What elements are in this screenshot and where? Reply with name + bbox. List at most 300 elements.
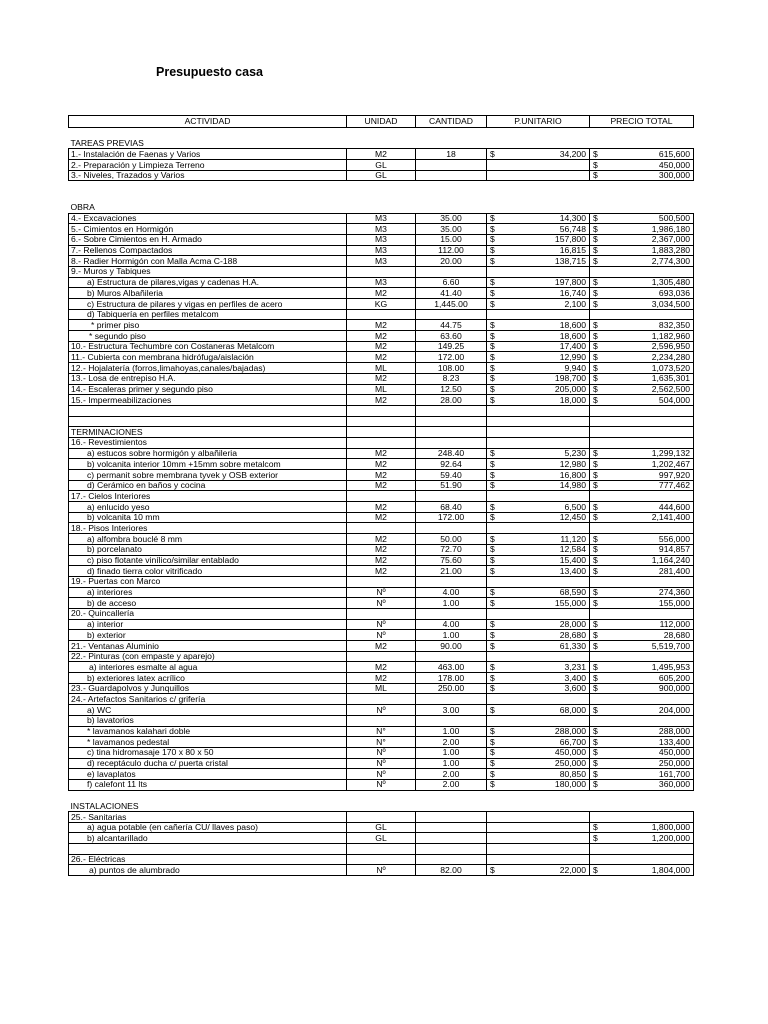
table-row [69, 598, 694, 609]
currency-symbol: $ [593, 480, 598, 491]
cell-precio-total [590, 149, 694, 160]
cell-unidad [347, 812, 416, 823]
cell-unidad [347, 405, 416, 416]
cell-p-unitario [487, 641, 590, 652]
cell-unidad: M2 [347, 448, 416, 459]
table-row [69, 758, 694, 769]
unit-price-value: 15,400 [559, 555, 586, 566]
cell-p-unitario [487, 822, 590, 833]
cell-p-unitario [487, 705, 590, 716]
cell-cantidad: 41.40 [416, 288, 487, 299]
table-row [69, 363, 694, 374]
cell-unidad [347, 608, 416, 619]
unit-price-value: 288,000 [554, 726, 586, 737]
table-row [69, 448, 694, 459]
total-price-value: 900,000 [658, 683, 690, 694]
cell-cantidad: 1.00 [416, 747, 487, 758]
empty-cell [487, 192, 590, 203]
table-row [69, 331, 694, 342]
cell-cantidad [416, 405, 487, 416]
currency-symbol: $ [490, 704, 495, 715]
cell-actividad: TAREAS PREVIAS [69, 138, 347, 149]
unit-price-value: 68,590 [559, 587, 586, 598]
cell-actividad: 21.- Ventanas Aluminio [69, 641, 347, 652]
total-price-value: 28,680 [663, 629, 690, 640]
cell-unidad [347, 309, 416, 320]
cell-actividad: OBRA [69, 202, 347, 213]
cell-precio-total [590, 758, 694, 769]
total-price-value: 2,774,300 [651, 255, 690, 266]
table-row [69, 309, 694, 320]
cell-precio-total [590, 576, 694, 587]
table-row [69, 341, 694, 352]
currency-symbol: $ [593, 533, 598, 544]
cell-unidad: M2 [347, 673, 416, 684]
currency-symbol: $ [490, 458, 495, 469]
cell-precio-total [590, 309, 694, 320]
currency-symbol: $ [490, 587, 495, 598]
cell-precio-total [590, 619, 694, 630]
cell-cantidad [416, 694, 487, 705]
cell-precio-total [590, 865, 694, 876]
cell-actividad: * lavamanos pedestal [69, 737, 347, 748]
unit-price-value: 3,600 [564, 683, 586, 694]
total-price-value: 1,073,520 [651, 362, 690, 373]
table-row [69, 566, 694, 577]
cell-p-unitario [487, 737, 590, 748]
currency-symbol: $ [593, 384, 598, 395]
currency-symbol: $ [490, 747, 495, 758]
unit-price-value: 66,700 [559, 736, 586, 747]
spacer-row [69, 181, 694, 192]
cell-p-unitario [487, 288, 590, 299]
unit-price-value: 61,330 [559, 640, 586, 651]
table-row [69, 769, 694, 780]
total-price-value: 2,596,950 [651, 341, 690, 352]
cell-precio-total [590, 641, 694, 652]
total-price-value: 1,164,240 [651, 555, 690, 566]
cell-p-unitario [487, 384, 590, 395]
cell-actividad: a) interiores esmalte al agua [69, 662, 347, 673]
cell-cantidad [416, 523, 487, 534]
table-row [69, 715, 694, 726]
cell-p-unitario [487, 534, 590, 545]
cell-cantidad [416, 608, 487, 619]
cell-precio-total [590, 844, 694, 855]
empty-cell [590, 202, 694, 213]
cell-precio-total [590, 480, 694, 491]
cell-actividad: 15.- Impermeabilizaciones [69, 395, 347, 406]
cell-precio-total [590, 737, 694, 748]
cell-cantidad: 92.64 [416, 459, 487, 470]
currency-symbol: $ [593, 469, 598, 480]
cell-cantidad [416, 160, 487, 171]
currency-symbol: $ [593, 373, 598, 384]
table-row [69, 427, 694, 438]
cell-unidad [347, 715, 416, 726]
cell-unidad: M3 [347, 245, 416, 256]
empty-cell [416, 192, 487, 203]
currency-symbol: $ [490, 736, 495, 747]
cell-cantidad: 21.00 [416, 566, 487, 577]
currency-symbol: $ [490, 384, 495, 395]
table-row [69, 256, 694, 267]
currency-symbol: $ [593, 287, 598, 298]
cell-actividad: INSTALACIONES [69, 801, 347, 812]
cell-p-unitario [487, 523, 590, 534]
cell-p-unitario [487, 256, 590, 267]
cell-p-unitario [487, 363, 590, 374]
cell-p-unitario [487, 437, 590, 448]
table-row [69, 865, 694, 876]
cell-unidad: Nº [347, 705, 416, 716]
total-price-value: 1,202,467 [651, 458, 690, 469]
cell-cantidad: 20.00 [416, 256, 487, 267]
cell-precio-total [590, 662, 694, 673]
total-price-value: 1,800,000 [651, 822, 690, 833]
cell-actividad: b) volcanita interior 10mm +15mm sobre metalcom [69, 459, 347, 470]
currency-symbol: $ [593, 661, 598, 672]
cell-precio-total [590, 779, 694, 790]
cell-precio-total [590, 373, 694, 384]
cell-precio-total [590, 213, 694, 224]
table-row [69, 854, 694, 865]
cell-p-unitario [487, 812, 590, 823]
cell-actividad: 13.- Losa de entrepiso H.A. [69, 373, 347, 384]
unit-price-value: 12,980 [559, 458, 586, 469]
total-price-value: 1,804,000 [651, 864, 690, 875]
cell-precio-total [590, 544, 694, 555]
currency-symbol: $ [593, 148, 598, 159]
currency-symbol: $ [593, 362, 598, 373]
cell-precio-total [590, 833, 694, 844]
cell-unidad: M2 [347, 512, 416, 523]
table-row [69, 662, 694, 673]
table-row [69, 299, 694, 310]
cell-p-unitario [487, 170, 590, 181]
cell-p-unitario [487, 769, 590, 780]
unit-price-value: 197,800 [554, 277, 586, 288]
currency-symbol: $ [593, 319, 598, 330]
cell-cantidad [416, 822, 487, 833]
table-row [69, 779, 694, 790]
total-price-value: 500,500 [658, 213, 690, 224]
cell-unidad [347, 266, 416, 277]
cell-actividad: a) WC [69, 705, 347, 716]
currency-symbol: $ [593, 341, 598, 352]
cell-unidad: KG [347, 299, 416, 310]
table-row [69, 630, 694, 641]
cell-actividad: a) estucos sobre hormigón y albañileria [69, 448, 347, 459]
cell-p-unitario [487, 395, 590, 406]
total-price-value: 1,883,280 [651, 245, 690, 256]
table-row [69, 384, 694, 395]
cell-actividad: 19.- Puertas con Marco [69, 576, 347, 587]
table-row [69, 673, 694, 684]
unit-price-value: 34,200 [559, 148, 586, 159]
currency-symbol: $ [490, 255, 495, 266]
cell-p-unitario [487, 459, 590, 470]
cell-p-unitario [487, 405, 590, 416]
cell-unidad: Nº [347, 598, 416, 609]
cell-cantidad: 172.00 [416, 512, 487, 523]
cell-actividad: b) alcantarillado [69, 833, 347, 844]
cell-actividad: b) de acceso [69, 598, 347, 609]
cell-actividad: 23.- Guardapolvos y Junquillos [69, 683, 347, 694]
table-row [69, 416, 694, 427]
cell-cantidad [416, 715, 487, 726]
total-price-value: 155,000 [658, 597, 690, 608]
currency-symbol: $ [490, 277, 495, 288]
cell-unidad: M2 [347, 352, 416, 363]
empty-cell [590, 128, 694, 139]
cell-p-unitario [487, 352, 590, 363]
section-row [69, 801, 694, 812]
cell-actividad: b) lavatorios [69, 715, 347, 726]
cell-actividad: b) volcanita 10 mm [69, 512, 347, 523]
cell-p-unitario [487, 651, 590, 662]
currency-symbol: $ [490, 341, 495, 352]
unit-price-value: 12,450 [559, 512, 586, 523]
cell-unidad: M3 [347, 213, 416, 224]
cell-actividad: a) interiores [69, 587, 347, 598]
cell-actividad: b) exterior [69, 630, 347, 641]
table-row [69, 234, 694, 245]
unit-price-value: 16,800 [559, 469, 586, 480]
currency-symbol: $ [490, 223, 495, 234]
total-price-value: 450,000 [658, 159, 690, 170]
cell-cantidad: 248.40 [416, 448, 487, 459]
cell-actividad: a) Estructura de pilares,vigas y cadenas H.A. [69, 277, 347, 288]
empty-cell [347, 202, 416, 213]
cell-precio-total [590, 470, 694, 481]
cell-cantidad: 8.23 [416, 373, 487, 384]
empty-cell [347, 128, 416, 139]
empty-cell [416, 202, 487, 213]
currency-symbol: $ [490, 448, 495, 459]
currency-symbol: $ [593, 255, 598, 266]
unit-price-value: 56,748 [559, 223, 586, 234]
cell-cantidad: 44.75 [416, 320, 487, 331]
cell-p-unitario [487, 833, 590, 844]
cell-unidad [347, 491, 416, 502]
cell-unidad: M2 [347, 641, 416, 652]
cell-precio-total [590, 331, 694, 342]
cell-precio-total [590, 160, 694, 171]
cell-cantidad: 35.00 [416, 224, 487, 235]
cell-precio-total [590, 395, 694, 406]
cell-p-unitario [487, 587, 590, 598]
table-row [69, 491, 694, 502]
table-row [69, 747, 694, 758]
unit-price-value: 198,700 [554, 373, 586, 384]
currency-symbol: $ [593, 555, 598, 566]
unit-price-value: 17,400 [559, 341, 586, 352]
cell-unidad: M2 [347, 331, 416, 342]
total-price-value: 204,000 [658, 704, 690, 715]
table-row [69, 555, 694, 566]
cell-actividad [69, 416, 347, 427]
currency-symbol: $ [593, 597, 598, 608]
cell-cantidad: 1.00 [416, 630, 487, 641]
table-row [69, 320, 694, 331]
cell-cantidad: 178.00 [416, 673, 487, 684]
cell-cantidad: 68.40 [416, 502, 487, 513]
cell-p-unitario [487, 502, 590, 513]
currency-symbol: $ [490, 758, 495, 769]
cell-unidad [347, 523, 416, 534]
total-price-value: 250,000 [658, 758, 690, 769]
table-row [69, 149, 694, 160]
cell-unidad: M2 [347, 662, 416, 673]
empty-cell [69, 128, 347, 139]
empty-cell [347, 181, 416, 192]
cell-unidad: Nº [347, 769, 416, 780]
cell-actividad: TERMINACIONES [69, 427, 347, 438]
currency-symbol: $ [490, 298, 495, 309]
cell-cantidad [416, 170, 487, 181]
cell-precio-total [590, 523, 694, 534]
total-price-value: 112,000 [659, 619, 690, 630]
cell-actividad: c) tina hidromasaje 170 x 80 x 50 [69, 747, 347, 758]
currency-symbol: $ [490, 544, 495, 555]
cell-actividad: b) exteriores latex acrílico [69, 673, 347, 684]
cell-actividad: a) agua potable (en cañería CU/ llaves paso) [69, 822, 347, 833]
cell-p-unitario [487, 245, 590, 256]
currency-symbol: $ [593, 779, 598, 790]
empty-cell [487, 128, 590, 139]
cell-cantidad: 3.00 [416, 705, 487, 716]
cell-actividad: 9.- Muros y Tabiques [69, 266, 347, 277]
cell-p-unitario [487, 512, 590, 523]
cell-unidad: M2 [347, 544, 416, 555]
unit-price-value: 28,680 [559, 629, 586, 640]
cell-p-unitario [487, 683, 590, 694]
cell-p-unitario [487, 673, 590, 684]
currency-symbol: $ [490, 480, 495, 491]
cell-unidad: M2 [347, 288, 416, 299]
cell-unidad: M2 [347, 395, 416, 406]
cell-actividad: 1.- Instalación de Faenas y Varios [69, 149, 347, 160]
unit-price-value: 205,000 [554, 384, 586, 395]
cell-cantidad [416, 812, 487, 823]
cell-p-unitario [487, 213, 590, 224]
cell-cantidad: 1.00 [416, 726, 487, 737]
cell-p-unitario [487, 341, 590, 352]
empty-cell [487, 138, 590, 149]
empty-cell [69, 192, 347, 203]
cell-cantidad [416, 651, 487, 662]
unit-price-value: 6,500 [564, 501, 586, 512]
cell-cantidad: 59.40 [416, 470, 487, 481]
empty-cell [416, 801, 487, 812]
cell-unidad: M2 [347, 566, 416, 577]
cell-precio-total [590, 598, 694, 609]
currency-symbol: $ [593, 587, 598, 598]
cell-actividad: 11.- Cubierta con membrana hidrófuga/aislación [69, 352, 347, 363]
cell-actividad: 6.- Sobre Cimientos en H. Armado [69, 234, 347, 245]
cell-actividad: 12.- Hojalatería (forros,limahoyas,canales/bajadas) [69, 363, 347, 374]
currency-symbol: $ [490, 469, 495, 480]
cell-unidad: M2 [347, 470, 416, 481]
cell-cantidad [416, 427, 487, 438]
cell-actividad: 25.- Sanitarias [69, 812, 347, 823]
empty-cell [487, 202, 590, 213]
total-price-value: 1,495,953 [651, 661, 690, 672]
total-price-value: 997,920 [658, 469, 690, 480]
cell-cantidad [416, 491, 487, 502]
table-row [69, 502, 694, 513]
unit-price-value: 68,000 [559, 704, 586, 715]
total-price-value: 556,000 [658, 533, 690, 544]
table-row [69, 470, 694, 481]
currency-symbol: $ [490, 234, 495, 245]
currency-symbol: $ [593, 330, 598, 341]
table-row [69, 277, 694, 288]
cell-precio-total [590, 694, 694, 705]
empty-cell [487, 801, 590, 812]
cell-precio-total [590, 534, 694, 545]
header-unidad: UNIDAD [347, 116, 416, 128]
currency-symbol: $ [490, 555, 495, 566]
total-price-value: 504,000 [658, 394, 690, 405]
total-price-value: 2,367,000 [651, 234, 690, 245]
cell-p-unitario [487, 747, 590, 758]
cell-p-unitario [487, 320, 590, 331]
cell-cantidad: 63.60 [416, 331, 487, 342]
cell-p-unitario [487, 491, 590, 502]
total-price-value: 1,299,132 [651, 448, 690, 459]
cell-actividad: a) puntos de alumbrado [69, 865, 347, 876]
total-price-value: 1,182,960 [651, 330, 690, 341]
cell-unidad [347, 694, 416, 705]
cell-unidad: M3 [347, 277, 416, 288]
unit-price-value: 18,600 [559, 330, 586, 341]
total-price-value: 693,036 [658, 287, 690, 298]
currency-symbol: $ [490, 683, 495, 694]
cell-p-unitario [487, 662, 590, 673]
cell-cantidad [416, 854, 487, 865]
cell-cantidad: 12.50 [416, 384, 487, 395]
cell-unidad: M3 [347, 224, 416, 235]
cell-precio-total [590, 512, 694, 523]
cell-p-unitario [487, 448, 590, 459]
currency-symbol: $ [490, 373, 495, 384]
unit-price-value: 3,400 [564, 672, 586, 683]
cell-p-unitario [487, 299, 590, 310]
currency-symbol: $ [593, 768, 598, 779]
cell-unidad: Nº [347, 630, 416, 641]
empty-cell [590, 192, 694, 203]
cell-actividad: * segundo piso [69, 331, 347, 342]
currency-symbol: $ [490, 362, 495, 373]
cell-cantidad [416, 309, 487, 320]
cell-cantidad: 35.00 [416, 213, 487, 224]
cell-unidad: Nº [347, 747, 416, 758]
currency-symbol: $ [490, 351, 495, 362]
cell-actividad: 7.- Rellenos Compactados [69, 245, 347, 256]
currency-symbol: $ [490, 533, 495, 544]
table-row [69, 694, 694, 705]
table-row [69, 576, 694, 587]
currency-symbol: $ [593, 832, 598, 843]
table-row [69, 523, 694, 534]
unit-price-value: 28,000 [559, 619, 586, 630]
cell-p-unitario [487, 555, 590, 566]
cell-p-unitario [487, 331, 590, 342]
cell-unidad [347, 427, 416, 438]
cell-cantidad [416, 576, 487, 587]
